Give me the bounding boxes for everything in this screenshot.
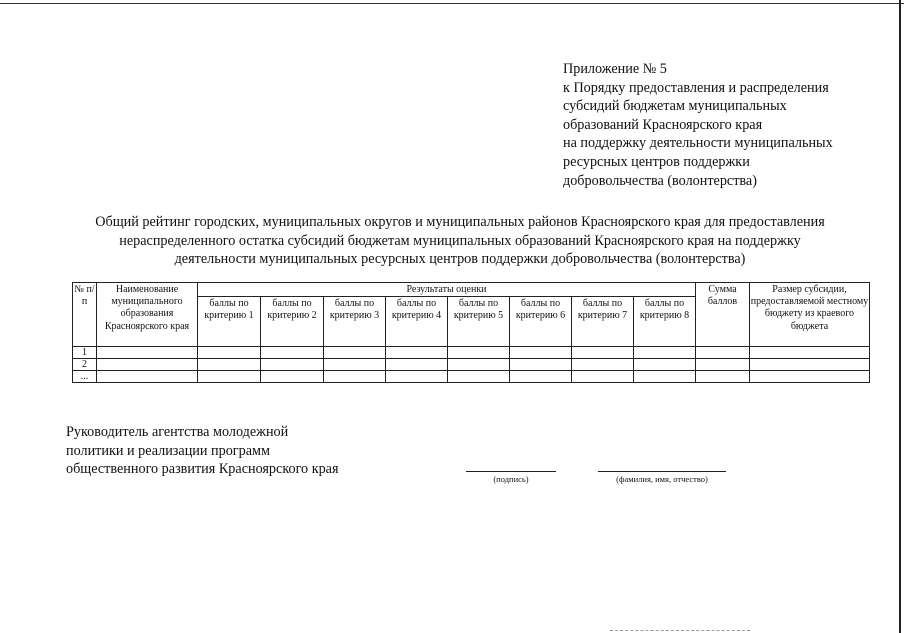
- page-edge-bottom: [610, 630, 750, 631]
- header-results: Результаты оценки: [198, 283, 696, 297]
- signer-block: [66, 423, 426, 479]
- header-criterion-4: баллы по критерию 4: [386, 297, 448, 347]
- header-criterion-2: баллы по критерию 2: [261, 297, 324, 347]
- appendix-header: [563, 60, 883, 190]
- appendix-line: Приложение № 5: [563, 61, 667, 77]
- page-edge-right: [899, 0, 901, 633]
- row-number: 2: [73, 359, 97, 371]
- row-number: ...: [73, 371, 97, 383]
- header-subsidy: Размер субсидии, предоставляемой местному бюджету из краевого бюджета: [750, 283, 870, 347]
- name-caption: (фамилия, имя, отчество): [616, 474, 708, 484]
- row-number: 1: [73, 347, 97, 359]
- appendix-line: к Порядку предоставления и распределения: [563, 79, 829, 96]
- appendix-line: добровольчества (волонтерства): [563, 172, 757, 189]
- header-criterion-8: баллы по критерию 8: [634, 297, 696, 347]
- appendix-line: ресурсных центров поддержки: [563, 153, 750, 170]
- header-criterion-3: баллы по критерию 3: [324, 297, 386, 347]
- table-row: [73, 359, 870, 371]
- signer-line: общественного развития Красноярского края: [66, 461, 339, 478]
- title-line: нераспределенного остатка субсидий бюджетам муниципальных образований Красноярского края на поддержку: [119, 232, 801, 249]
- header-sum: Сумма баллов: [696, 283, 750, 347]
- header-criterion-5: баллы по критерию 5: [448, 297, 510, 347]
- title-line: Общий рейтинг городских, муниципальных округов и муниципальных районов Красноярского края для предоставления: [95, 214, 825, 230]
- header-num: № п/п: [73, 283, 97, 347]
- name-line: [598, 471, 726, 472]
- header-criterion-1: баллы по критерию 1: [198, 297, 261, 347]
- header-name: Наименование муниципального образования Красноярского края: [97, 283, 198, 347]
- appendix-line: субсидий бюджетам муниципальных: [563, 98, 787, 115]
- title-line: деятельности муниципальных ресурсных центров поддержки добровольчества (волонтерства): [174, 251, 746, 268]
- signature-caption: (подпись): [493, 474, 529, 484]
- page-edge-top: [0, 3, 904, 4]
- appendix-line: на поддержку деятельности муниципальных: [563, 135, 833, 152]
- table-row: [73, 347, 870, 359]
- rating-table: [72, 282, 870, 383]
- signer-line: политики и реализации программ: [66, 442, 270, 459]
- signer-line: Руководитель агентства молодежной: [66, 424, 289, 440]
- table-row: [73, 371, 870, 383]
- document-title: [60, 213, 860, 269]
- header-criterion-7: баллы по критерию 7: [572, 297, 634, 347]
- header-criterion-6: баллы по критерию 6: [510, 297, 572, 347]
- appendix-line: образований Красноярского края: [563, 116, 763, 133]
- signature-line: [466, 471, 556, 472]
